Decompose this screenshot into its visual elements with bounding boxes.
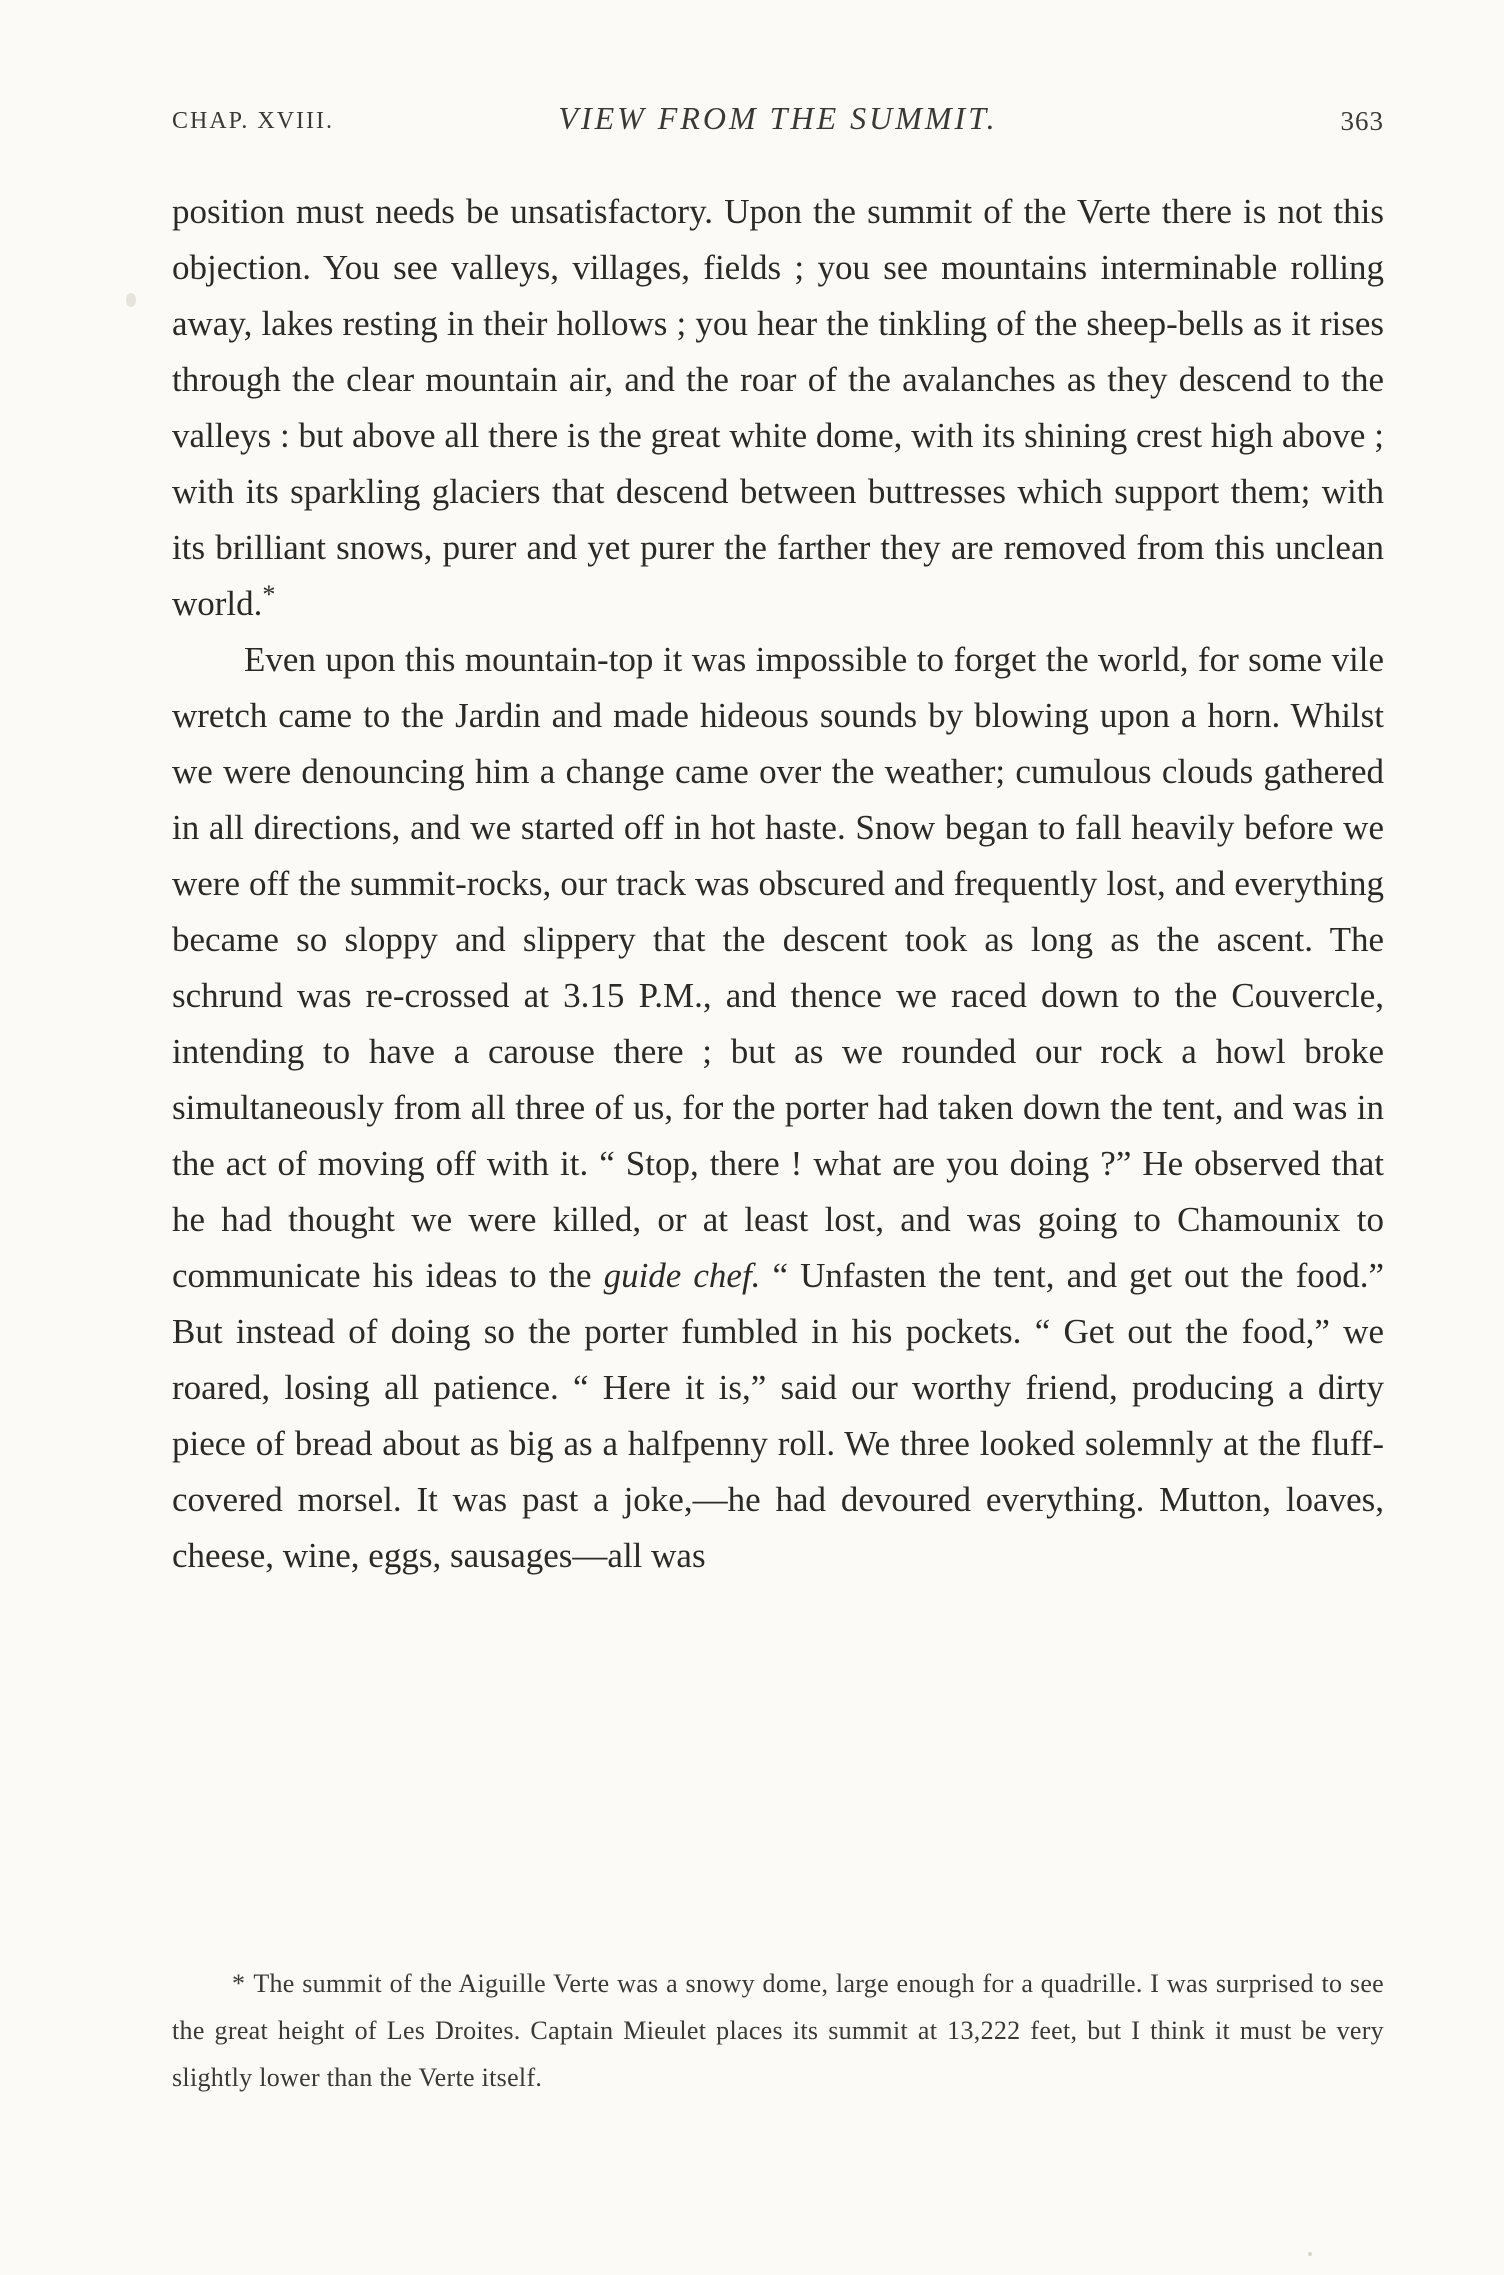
paragraph-2-text-end: “ Unfasten the tent, and get out the food.” But instead of doing so the porter fumbled in his pockets. “ Get out the food,” we roared, losing all patience. “ Here it is,” said our worthy friend, producing a dirty piece of bread about as big as a halfpenny roll. We three looked solemnly at the fluff-covered morsel. It was past a joke,—he had devoured everything. Mutton, loaves, cheese, wine, eggs, sausages—all was bbox=[172, 1256, 1385, 1575]
paper-speck bbox=[1308, 2252, 1312, 2256]
paper-speck bbox=[126, 293, 136, 307]
paragraph-2-text-start: Even upon this mountain-top it was impossible to forget the world, for some vile wretch came to the Jardin and made hideous sounds by blowing upon a horn. Whilst we were denouncing him a change came over the weather; cumulous clouds gathered in all directions, and we started off in hot haste. Snow began to fall heavily before we were off the summit-rocks, our track was obscured and frequently lost, and everything became so sloppy and slippery that the descent took as long as the ascent. The schrund was re-crossed at 3.15 bbox=[172, 640, 1384, 1015]
paragraph-1 bbox=[172, 184, 1384, 632]
footnote-reference: * bbox=[262, 580, 276, 609]
pm-small-caps: P.M., bbox=[638, 976, 712, 1015]
chapter-label: CHAP. XVIII. bbox=[172, 108, 334, 134]
running-title: VIEW FROM THE SUMMIT. bbox=[558, 100, 998, 136]
footnote bbox=[172, 1960, 1384, 2101]
italic-phrase: guide chef. bbox=[603, 1256, 761, 1295]
running-head bbox=[172, 100, 1384, 148]
footnote-marker: * bbox=[232, 1969, 246, 1998]
footnote-text: The summit of the Aiguille Verte was a snowy dome, large enough for a quadrille. I was surprised to see the great height of Les Droites. Captain Mieulet places its summit at 13,222 feet, but I think it must be very slightly lower than the Verte itself. bbox=[172, 1969, 1384, 2092]
page-number: 363 bbox=[1340, 106, 1384, 136]
paragraph-1-text: position must needs be unsatisfactory. Upon the summit of the Verte there is not this objection. You see valleys, villages, fields ; you see mountains interminable rolling away, lakes resting in their hollows ; you hear the tinkling of the sheep-bells as it rises through the clear mountain air, and the roar of the avalanches as they descend to the valleys : but above all there is the great white dome, with its shining crest high above ; with its sparkling glaciers that descend between buttresses which support them; with its brilliant snows, purer and yet purer the farther they are removed from this unclean world. bbox=[172, 192, 1384, 623]
paragraph-2-text-middle: and thence we raced down to the Couvercle, intending to have a carouse there ; but as we rounded our rock a howl broke simultaneously from all three of us, for the porter had taken down the tent, and was in the act of moving off with it. “ Stop, there ! what are you doing ?” He observed that he had thought we were killed, or at least lost, and was going to Chamounix to communicate his ideas to the bbox=[172, 976, 1385, 1295]
paragraph-2 bbox=[172, 632, 1384, 1584]
body-text bbox=[172, 184, 1384, 1584]
